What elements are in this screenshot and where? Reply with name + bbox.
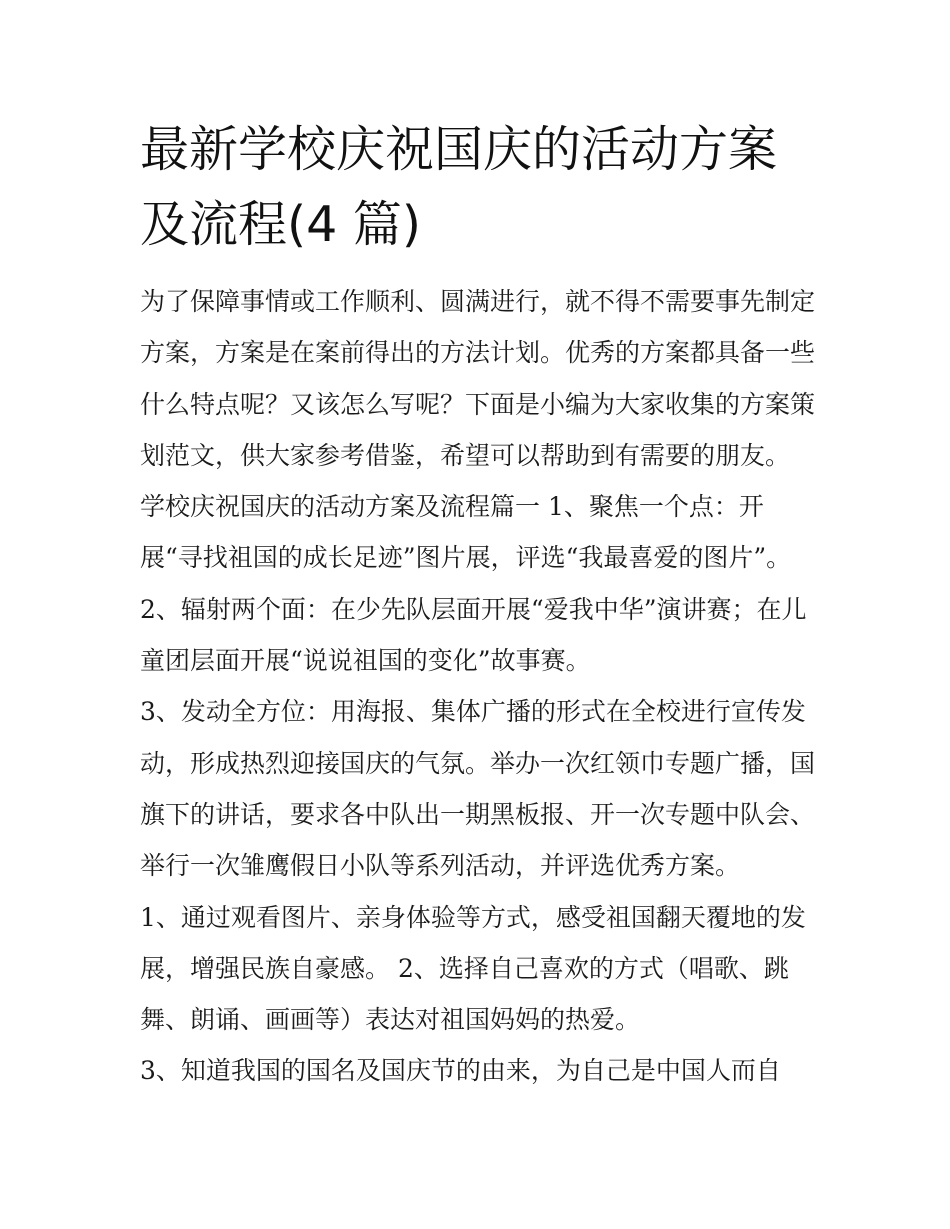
text-line: 动，形成热烈迎接国庆的气氛。举办一次红领巾专题广播，国 <box>140 748 816 778</box>
text-line: 举行一次雏鹰假日小队等系列活动，并评选优秀方案。 <box>140 851 741 881</box>
text-line: 为了保障事情或工作顺利、圆满进行，就不得不需要事先制定 <box>140 287 816 316</box>
text-line: 1、通过观看图片、亲身体验等方式，感受祖国翻天覆地的发 <box>140 902 806 932</box>
text-line: 展，增强民族自豪感。 2、选择自己喜欢的方式（唱歌、跳 <box>140 953 789 983</box>
text-line: 学校庆祝国庆的活动方案及流程篇一 1、聚焦一个点：开 <box>140 492 764 522</box>
text-line: 童团层面开展“说说祖国的变化”故事赛。 <box>140 646 591 676</box>
title-line-2: 及流程(4 篇) <box>140 196 421 253</box>
text-line: 3、知道我国的国名及国庆节的由来，为自己是中国人而自 <box>140 1056 781 1086</box>
text-line: 旗下的讲话，要求各中队出一期黑板报、开一次专题中队会、 <box>140 799 816 829</box>
text-line: 什么特点呢？又该怎么写呢？下面是小编为大家收集的方案策 <box>140 389 816 419</box>
title-line-1: 最新学校庆祝国庆的活动方案 <box>140 121 778 178</box>
page-title <box>140 112 820 262</box>
body-text <box>140 276 820 1097</box>
text-line: 方案，方案是在案前得出的方法计划。优秀的方案都具备一些 <box>140 338 816 368</box>
text-line: 划范文，供大家参考借鉴，希望可以帮助到有需要的朋友。 <box>140 440 791 470</box>
text-line: 3、发动全方位：用海报、集体广播的形式在全校进行宣传发 <box>140 697 806 727</box>
text-line: 展“寻找祖国的成长足迹”图片展，评选“我最喜爱的图片”。 <box>140 543 792 573</box>
text-line: 2、辐射两个面：在少先队层面开展“爱我中华”演讲赛；在儿 <box>140 594 807 624</box>
text-line: 舞、朗诵、画画等）表达对祖国妈妈的热爱。 <box>140 1005 641 1035</box>
